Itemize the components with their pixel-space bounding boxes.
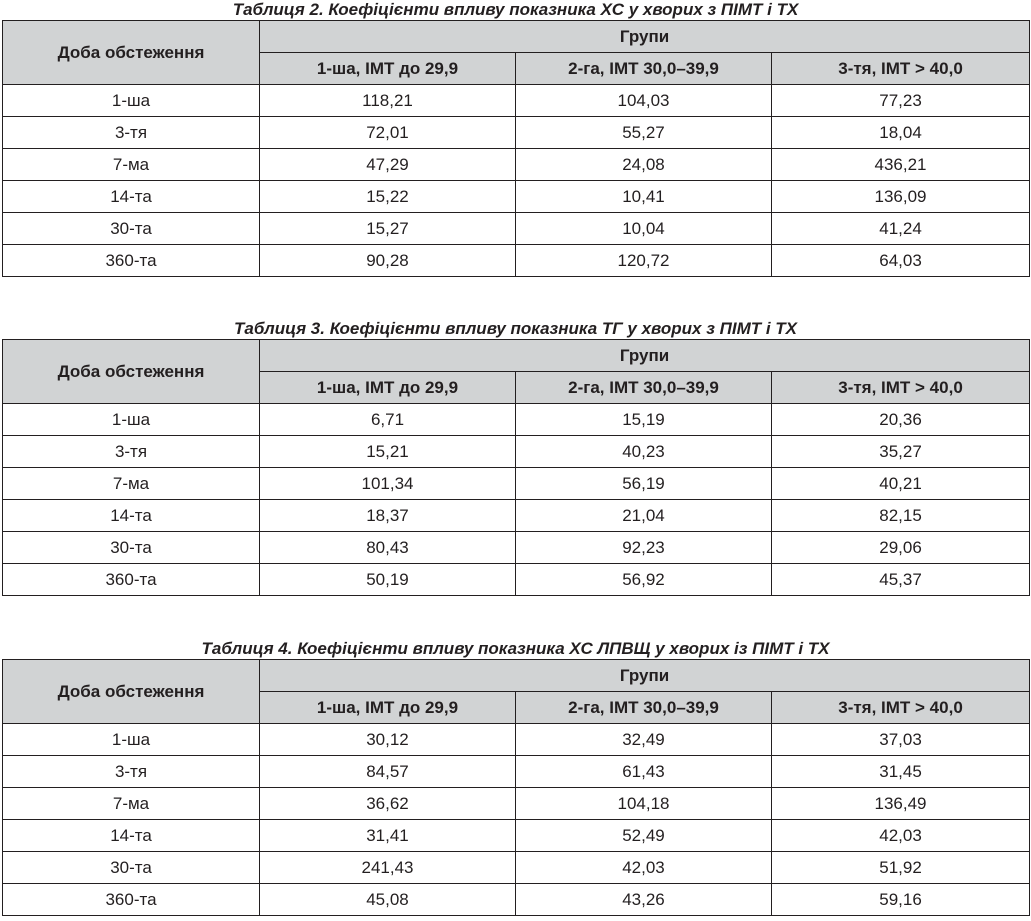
header-group-1: 1-ша, ІМТ до 29,9 (260, 372, 516, 404)
header-groups: Групи (260, 340, 1030, 372)
cell-group-2: 92,23 (516, 532, 772, 564)
cell-day: 30-та (3, 532, 260, 564)
cell-group-3: 136,09 (772, 181, 1030, 213)
cell-group-1: 45,08 (260, 884, 516, 916)
cell-group-3: 31,45 (772, 756, 1030, 788)
table-row (3, 436, 1030, 468)
cell-day: 3-тя (3, 117, 260, 149)
cell-day: 3-тя (3, 756, 260, 788)
table-4-block (2, 639, 1029, 916)
cell-group-1: 15,21 (260, 436, 516, 468)
header-group-3: 3-тя, ІМТ > 40,0 (772, 692, 1030, 724)
cell-group-3: 42,03 (772, 820, 1030, 852)
cell-group-2: 43,26 (516, 884, 772, 916)
header-groups: Групи (260, 660, 1030, 692)
cell-group-3: 77,23 (772, 85, 1030, 117)
header-group-3: 3-тя, ІМТ > 40,0 (772, 53, 1030, 85)
cell-group-2: 15,19 (516, 404, 772, 436)
data-table (2, 659, 1030, 916)
cell-day: 14-та (3, 181, 260, 213)
table-row (3, 852, 1030, 884)
cell-day: 30-та (3, 213, 260, 245)
cell-group-2: 24,08 (516, 149, 772, 181)
cell-group-2: 52,49 (516, 820, 772, 852)
cell-day: 7-ма (3, 468, 260, 500)
header-group-2: 2-га, ІМТ 30,0–39,9 (516, 692, 772, 724)
cell-group-3: 41,24 (772, 213, 1030, 245)
cell-group-3: 51,92 (772, 852, 1030, 884)
cell-group-2: 56,92 (516, 564, 772, 596)
cell-group-2: 104,18 (516, 788, 772, 820)
table-3-block (2, 319, 1029, 596)
table-row (3, 724, 1030, 756)
cell-group-2: 32,49 (516, 724, 772, 756)
table-row (3, 117, 1030, 149)
cell-group-2: 10,41 (516, 181, 772, 213)
cell-group-2: 56,19 (516, 468, 772, 500)
cell-day: 360-та (3, 884, 260, 916)
cell-group-1: 31,41 (260, 820, 516, 852)
cell-day: 1-ша (3, 85, 260, 117)
cell-day: 30-та (3, 852, 260, 884)
table-caption: Таблиця 3. Коефіцієнти впливу показника ТГ у хворих з ПІМТ і ТХ (233, 319, 798, 338)
header-group-3: 3-тя, ІМТ > 40,0 (772, 372, 1030, 404)
cell-group-2: 61,43 (516, 756, 772, 788)
table-row (3, 85, 1030, 117)
cell-group-2: 104,03 (516, 85, 772, 117)
header-day: Доба обстеження (3, 21, 260, 85)
cell-group-3: 29,06 (772, 532, 1030, 564)
header-group-2: 2-га, ІМТ 30,0–39,9 (516, 53, 772, 85)
header-group-1: 1-ша, ІМТ до 29,9 (260, 692, 516, 724)
header-day: Доба обстеження (3, 340, 260, 404)
cell-day: 1-ша (3, 724, 260, 756)
cell-day: 7-ма (3, 149, 260, 181)
table-row (3, 788, 1030, 820)
cell-group-1: 36,62 (260, 788, 516, 820)
header-group-1: 1-ша, ІМТ до 29,9 (260, 53, 516, 85)
cell-group-3: 40,21 (772, 468, 1030, 500)
header-group-2: 2-га, ІМТ 30,0–39,9 (516, 372, 772, 404)
cell-group-3: 82,15 (772, 500, 1030, 532)
table-row (3, 884, 1030, 916)
table-row (3, 532, 1030, 564)
cell-group-2: 55,27 (516, 117, 772, 149)
cell-group-1: 241,43 (260, 852, 516, 884)
cell-group-1: 18,37 (260, 500, 516, 532)
cell-day: 360-та (3, 245, 260, 277)
cell-day: 3-тя (3, 436, 260, 468)
cell-group-2: 120,72 (516, 245, 772, 277)
cell-group-1: 50,19 (260, 564, 516, 596)
header-day: Доба обстеження (3, 660, 260, 724)
table-row (3, 213, 1030, 245)
data-table (2, 339, 1030, 596)
cell-day: 14-та (3, 500, 260, 532)
cell-group-3: 64,03 (772, 245, 1030, 277)
cell-group-2: 40,23 (516, 436, 772, 468)
cell-group-1: 30,12 (260, 724, 516, 756)
cell-day: 7-ма (3, 788, 260, 820)
cell-group-1: 6,71 (260, 404, 516, 436)
cell-group-3: 20,36 (772, 404, 1030, 436)
table-2-block (2, 0, 1029, 277)
table-row (3, 245, 1030, 277)
data-table (2, 20, 1030, 277)
cell-group-3: 136,49 (772, 788, 1030, 820)
header-groups: Групи (260, 21, 1030, 53)
cell-group-2: 42,03 (516, 852, 772, 884)
cell-group-1: 72,01 (260, 117, 516, 149)
cell-group-1: 90,28 (260, 245, 516, 277)
cell-group-1: 15,27 (260, 213, 516, 245)
cell-group-3: 37,03 (772, 724, 1030, 756)
table-row (3, 468, 1030, 500)
cell-day: 1-ша (3, 404, 260, 436)
table-row (3, 149, 1030, 181)
cell-group-1: 101,34 (260, 468, 516, 500)
cell-group-1: 118,21 (260, 85, 516, 117)
cell-group-1: 47,29 (260, 149, 516, 181)
table-row (3, 500, 1030, 532)
cell-group-2: 21,04 (516, 500, 772, 532)
cell-day: 360-та (3, 564, 260, 596)
cell-group-2: 10,04 (516, 213, 772, 245)
cell-group-1: 15,22 (260, 181, 516, 213)
cell-group-3: 18,04 (772, 117, 1030, 149)
cell-group-1: 84,57 (260, 756, 516, 788)
cell-group-3: 436,21 (772, 149, 1030, 181)
cell-group-3: 59,16 (772, 884, 1030, 916)
table-row (3, 181, 1030, 213)
cell-day: 14-та (3, 820, 260, 852)
table-caption: Таблиця 2. Коефіцієнти впливу показника ХС у хворих з ПІМТ і ТХ (232, 0, 799, 19)
table-row (3, 756, 1030, 788)
table-row (3, 564, 1030, 596)
cell-group-3: 35,27 (772, 436, 1030, 468)
cell-group-3: 45,37 (772, 564, 1030, 596)
table-row (3, 820, 1030, 852)
table-caption: Таблиця 4. Коефіцієнти впливу показника ХС ЛПВЩ у хворих із ПІМТ і ТХ (201, 639, 830, 658)
cell-group-1: 80,43 (260, 532, 516, 564)
table-row (3, 404, 1030, 436)
